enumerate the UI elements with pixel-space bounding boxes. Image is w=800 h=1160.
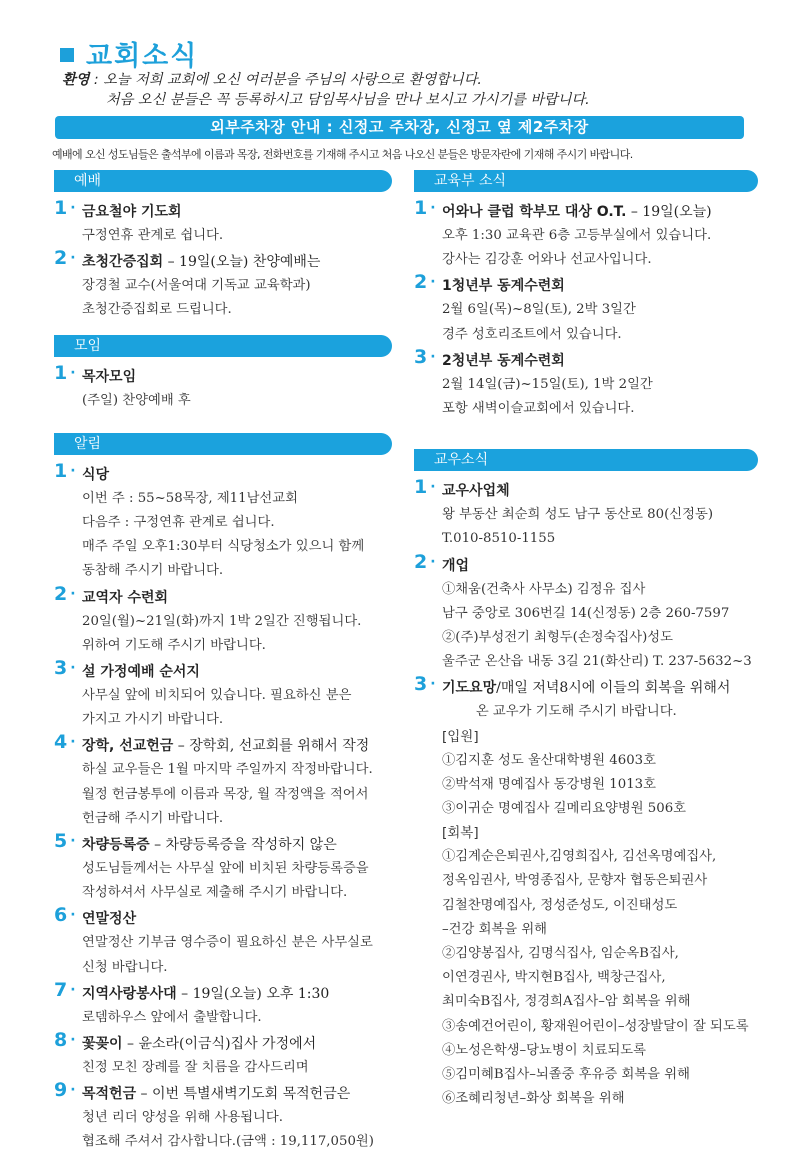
list-item [412, 550, 752, 675]
item-title [82, 660, 402, 684]
item-title-text: 식당 [82, 466, 110, 483]
parking-banner: 외부주차장 안내 : 신정고 주차장, 신정고 옆 제2주차장 [55, 116, 744, 139]
hospital-entry: ③이귀순 명예집사 길메리요양병원 506호 [442, 801, 687, 817]
item-title [82, 463, 402, 487]
education-section [412, 170, 752, 421]
attendance-notice: 예배에 오신 성도님들은 출석부에 이름과 목장, 전화번호를 기재해 주시고 처음 나오신 분들은 방문자란에 기재해 주시기 바랍니다. [52, 148, 633, 161]
item-title-detail: – 19일(오늘) 오후 1:30 [176, 985, 330, 1002]
item-title-text: 개업 [442, 557, 470, 574]
item-line: 2월 6일(목)~8일(토), 2박 3일간 [442, 302, 636, 318]
item-number: 8 · [54, 1029, 76, 1051]
item-line: 월정 헌금봉투에 이름과 목장, 월 작정액을 적어서 [82, 786, 369, 802]
recovery-entry: ⑥조혜리청년–화상 회복을 위해 [442, 1091, 625, 1107]
list-item [52, 830, 402, 905]
list-item [52, 582, 402, 658]
square-bullet-icon [60, 48, 74, 62]
item-title-text: 교역자 수련회 [82, 589, 169, 606]
item-title [82, 586, 402, 610]
item-line: 다음주 : 구정연휴 관계로 쉽니다. [82, 515, 275, 531]
item-title [82, 1082, 402, 1106]
item-line: 하실 교우들은 1월 마지막 주일까지 작정바랍니다. [82, 762, 373, 778]
list-item [52, 247, 402, 322]
item-title-text: 금요철야 기도회 [82, 204, 182, 220]
section-heading: 모임 [54, 335, 392, 357]
item-line: 왕 부동산 최순희 성도 남구 동산로 80(신정동) [442, 507, 714, 523]
list-item [412, 673, 752, 724]
item-line: 2월 14일(금)~15일(토), 1박 2일간 [442, 376, 653, 392]
item-line: 이번 주 : 55~58목장, 제11남선교회 [82, 490, 298, 506]
welcome-message [62, 70, 590, 110]
recovery-entry: –건강 회복을 위해 [442, 921, 548, 937]
item-line: 친정 모친 장례를 잘 치름을 감사드리며 [82, 1060, 309, 1076]
item-line: 남구 중앙로 306번길 14(신정동) 2층 260-7597 [442, 605, 730, 621]
recovery-entry: 최미숙B집사, 정경희A집사–암 회복을 위해 [442, 994, 691, 1010]
item-title-text: 기도요망 [442, 680, 497, 697]
hospital-entry: ①김지훈 성도 울산대학병원 4603호 [442, 752, 656, 768]
item-line: 울주군 온산읍 내동 3길 21(화산리) T. 237-5632~3 [442, 654, 752, 670]
item-number: 1 · [414, 197, 436, 219]
hospital-entry: ②박석재 명예집사 동강병원 1013호 [442, 776, 656, 792]
item-title-text: 교우사업체 [442, 483, 510, 500]
item-line: 초청간증집회로 드립니다. [82, 302, 232, 318]
item-title [442, 554, 752, 578]
item-number: 5 · [54, 830, 76, 852]
item-title-detail: – 차량등록증을 작성하지 않은 [149, 837, 337, 854]
list-item [412, 345, 752, 421]
item-line: 구정연휴 관계로 쉽니다. [82, 228, 224, 243]
item-title-text: 차량등록증 [82, 837, 150, 854]
item-line: 온 교우가 기도해 주시기 바랍니다. [442, 704, 677, 720]
item-number: 2 · [54, 583, 76, 605]
recovery-entry: 김철찬명예집사, 정성준성도, 이진태성도 [442, 897, 678, 913]
item-title-text: 꽃꽂이 [82, 1036, 123, 1053]
list-item [52, 197, 402, 248]
list-item [412, 476, 752, 551]
recovery-entry: ①김계순은퇴권사,김영희집사, 김선옥명예집사, [442, 849, 717, 865]
item-number: 2 · [414, 551, 436, 573]
list-item [52, 731, 402, 831]
left-column [52, 170, 402, 1155]
item-number: 1 · [54, 197, 76, 219]
item-number: 2 · [54, 247, 76, 269]
item-number: 3 · [414, 673, 436, 695]
item-line: 가지고 가시기 바랍니다. [82, 712, 224, 728]
item-title [82, 982, 402, 1006]
section-heading: 교육부 소식 [414, 170, 758, 192]
welcome-line-2: 처음 오신 분들은 꼭 등록하시고 담임목사님을 만나 보시고 가시기를 바랍니다. [106, 92, 590, 108]
list-item [412, 271, 752, 346]
item-line: 사무실 앞에 비치되어 있습니다. 필요하신 분은 [82, 688, 352, 704]
alumni-section [412, 449, 752, 724]
item-line: 성도님들께서는 사무실 앞에 비치된 차량등록증을 [82, 861, 369, 877]
item-number: 4 · [54, 731, 76, 753]
list-item [52, 1079, 402, 1154]
item-number: 3 · [54, 657, 76, 679]
item-title-text: 연말정산 [82, 911, 137, 928]
section-heading: 교우소식 [414, 449, 758, 471]
prayer-list [412, 725, 752, 1112]
item-title-detail: – 윤소라(이금식)집사 가정에서 [122, 1036, 317, 1053]
item-title [82, 365, 402, 389]
recovery-label: [회복] [442, 825, 479, 842]
list-item [52, 978, 402, 1030]
list-item [52, 1029, 402, 1080]
item-title [442, 349, 752, 373]
item-title-detail: – 19일(오늘) 찬양예배는 [163, 254, 321, 271]
item-line: 청년 리더 양성을 위해 사용됩니다. [82, 1110, 283, 1126]
list-item [52, 361, 402, 413]
meeting-section [52, 335, 402, 413]
item-line: 작성하셔서 사무실로 제출해 주시기 바랍니다. [82, 885, 348, 901]
item-line: T.010-8510-1155 [442, 531, 556, 547]
announcement-section [52, 433, 402, 1155]
item-title [442, 274, 752, 298]
item-title [442, 479, 752, 503]
section-heading: 예배 [54, 170, 392, 192]
item-number: 9 · [54, 1079, 76, 1101]
item-line: 20일(월)~21일(화)까지 1박 2일간 진행됩니다. [82, 613, 362, 629]
list-item [52, 657, 402, 732]
item-title-text: 목자모임 [82, 368, 137, 385]
item-line: 오후 1:30 교육관 6층 고등부실에서 있습니다. [442, 228, 712, 243]
item-title [82, 200, 402, 224]
section-heading: 알림 [54, 433, 392, 455]
item-number: 2 · [414, 271, 436, 293]
item-title [82, 734, 402, 758]
item-line: 헌금해 주시기 바랍니다. [82, 810, 224, 826]
item-line: 포항 새벽이슬교회에서 있습니다. [442, 401, 635, 417]
item-title-detail: – 이번 특별새벽기도회 목적헌금은 [136, 1086, 351, 1103]
item-title-detail: /매일 저녁8시에 이들의 회복을 위해서 [496, 680, 731, 697]
welcome-label: 환영 [62, 72, 90, 88]
item-line: ②(주)부성전기 최형두(손정숙집사)성도 [442, 630, 673, 646]
item-title-text: 지역사랑봉사대 [82, 985, 177, 1002]
item-title [442, 676, 752, 700]
item-title-text: 1청년부 동계수련회 [442, 278, 565, 295]
item-line: 연말정산 기부금 영수증이 필요하신 분은 사무실로 [82, 935, 373, 951]
item-number: 1 · [54, 460, 76, 482]
item-title-text: 어와나 클럽 학부모 대상 O.T. [442, 204, 627, 220]
recovery-entry: 정옥임권사, 박영종집사, 문향자 협동은퇴권사 [442, 873, 708, 889]
recovery-entry: ③송예건어린이, 황재원어린이–성장발달이 잘 되도록 [442, 1018, 749, 1034]
item-title-text: 2청년부 동계수련회 [442, 352, 565, 369]
item-title [82, 833, 402, 857]
welcome-line-1: : 오늘 저희 교회에 오신 여러분을 주님의 사랑으로 환영합니다. [89, 72, 482, 88]
item-number: 1 · [54, 362, 76, 384]
item-line: 로뎀하우스 앞에서 출발합니다. [82, 1009, 262, 1025]
item-title [82, 250, 402, 274]
item-title [82, 907, 402, 931]
recovery-entry: 이연경권사, 박지현B집사, 백창근집사, [442, 970, 666, 986]
item-title-text: 초청간증집회 [82, 254, 164, 271]
item-line: 매주 주일 오후1:30부터 식당청소가 있으니 함께 [82, 539, 365, 555]
item-line: 신청 바랍니다. [82, 959, 168, 975]
right-column [412, 170, 752, 1111]
list-item [412, 197, 752, 272]
item-number: 7 · [54, 979, 76, 1001]
item-line: 동참해 주시기 바랍니다. [82, 563, 224, 579]
item-line: 경주 성호리조트에서 있습니다. [442, 326, 622, 342]
worship-section [52, 170, 402, 323]
item-title-text: 장학, 선교헌금 [82, 738, 174, 755]
item-title-text: 목적헌금 [82, 1086, 137, 1103]
item-number: 1 · [414, 476, 436, 498]
item-line: 장경철 교수(서울여대 기독교 교육학과) [82, 278, 311, 294]
item-title-text: 설 가정예배 순서지 [82, 664, 200, 681]
item-line: 강사는 김강훈 어와나 선교사입니다. [442, 252, 652, 268]
recovery-entry: ②김양봉집사, 김명식집사, 임순옥B집사, [442, 946, 679, 962]
item-title [442, 200, 752, 224]
item-title-detail: – 19일(오늘) [626, 204, 712, 220]
recovery-entry: ⑤김미혜B집사–뇌졸중 후유증 회복을 위해 [442, 1067, 690, 1083]
list-item [52, 459, 402, 584]
hospital-label: [입원] [442, 728, 479, 745]
recovery-entry: ④노성은학생–당뇨병이 치료되도록 [442, 1042, 646, 1058]
list-item [52, 904, 402, 979]
item-number: 3 · [414, 346, 436, 368]
item-line: (주일) 찬양예배 후 [82, 392, 191, 408]
item-title-detail: – 장학회, 선교회를 위해서 작정 [173, 738, 370, 755]
item-line: ①채움(건축사 사무소) 김정유 집사 [442, 581, 646, 597]
item-line: 협조해 주셔서 감사합니다.(금액 : 19,117,050원) [82, 1134, 374, 1150]
item-number: 6 · [54, 904, 76, 926]
item-title [82, 1032, 402, 1056]
page-title: 교회소식 [60, 34, 198, 73]
item-line: 위하여 기도해 주시기 바랍니다. [82, 637, 266, 653]
